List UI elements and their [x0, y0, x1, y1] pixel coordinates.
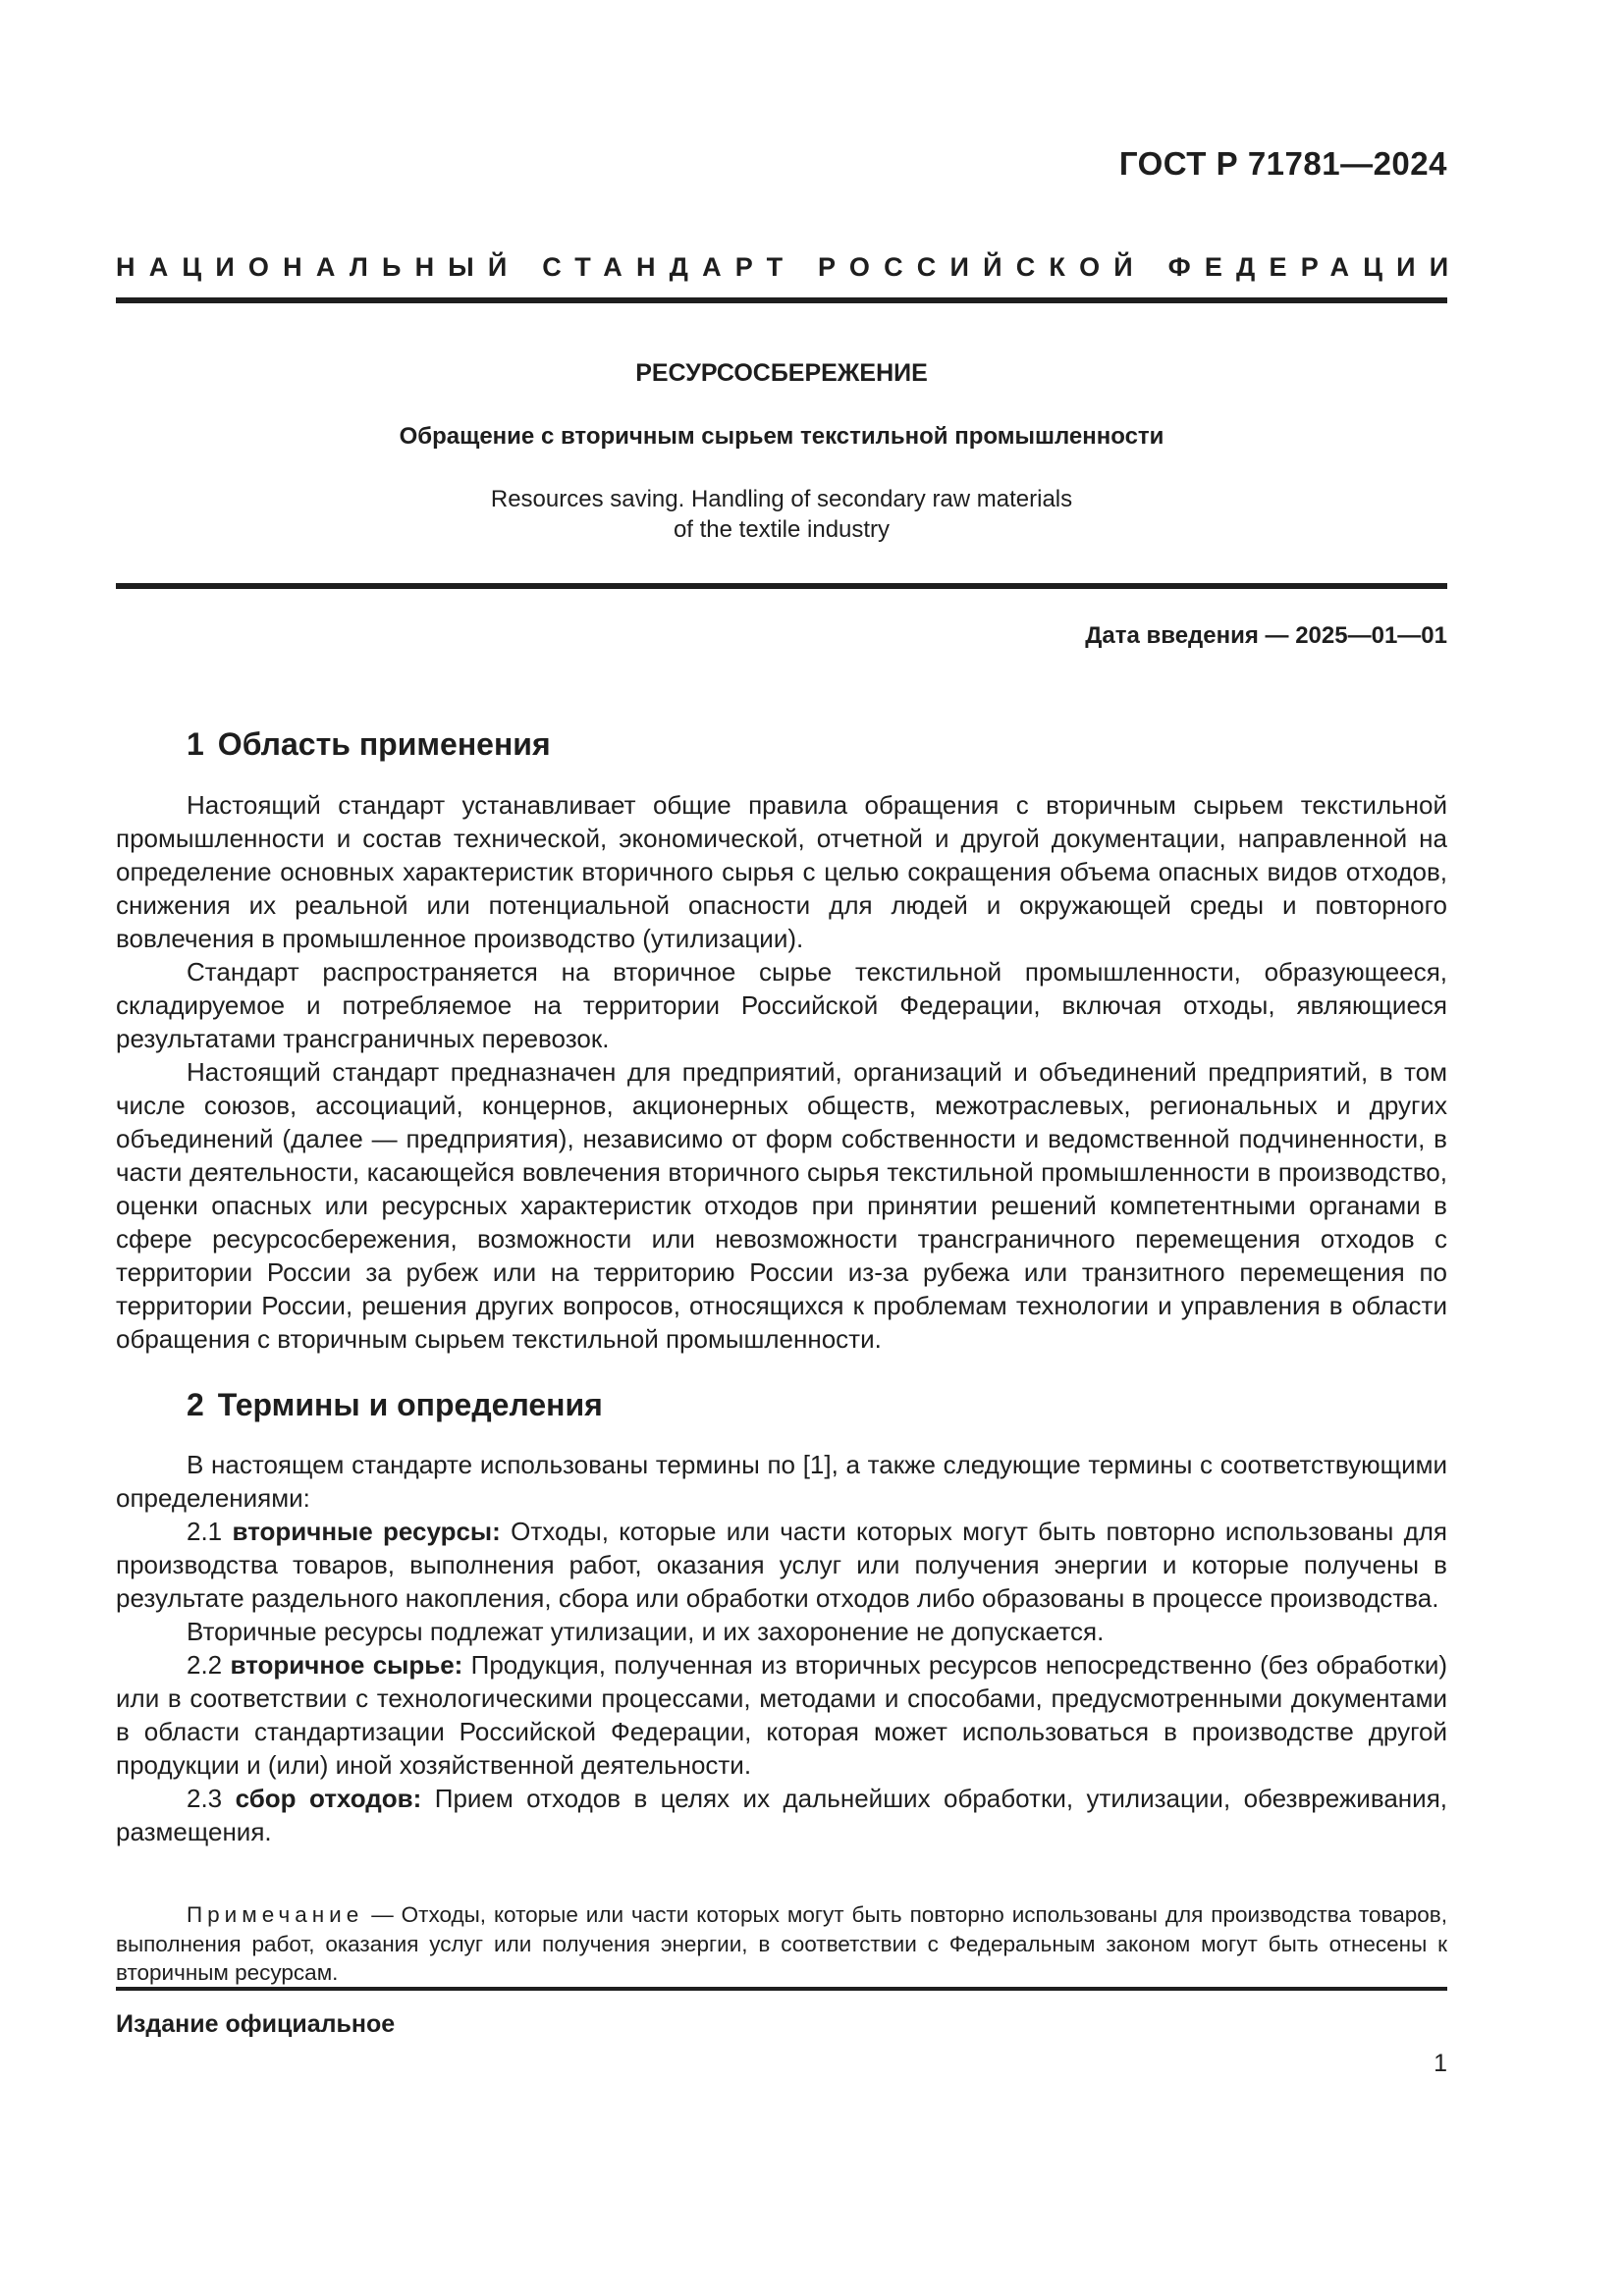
title-divider — [116, 583, 1447, 589]
term-entry — [116, 1648, 1447, 1782]
english-title — [116, 484, 1447, 545]
term-remark: Вторичные ресурсы подлежат утилизации, и их захоронение не допускается. — [187, 1617, 1105, 1646]
note-text: — Отходы, которые или части которых могут быть повторно использованы для производства товаров, выполнения работ, оказания услуг или получения энергии, в соответствии с Федеральным законом могут быть отнесены к вторичным ресурсам. — [116, 1902, 1447, 1985]
term-definition: Прием отходов в целях их дальнейших обработки, утилизации, обезвреживания, размещения. — [116, 1784, 1447, 1846]
edition-label: Издание официальное — [116, 2010, 396, 2038]
section-2-body — [116, 1448, 1447, 1848]
paragraph: Настоящий стандарт предназначен для предприятий, организаций и объединений предприятий, в том числе союзов, ассоциаций, концернов, акционерных обществ, межотраслевых, региональных и других объединений (далее — предприятия), независимо от форм собственности и ведомственной подчиненности, в части деятельности, касающейся вовлечения вторичного сырья текстильной промышленности в производство, оценки опасных или ресурсных характеристик отходов при принятии решений компетентными органами в сфере ресурсосбережения, возможности или невозможности трансграничного перемещения отходов с территории России за рубеж или на территорию России из-за рубежа или транзитного перемещения по территории России, решения других вопросов, относящихся к проблемам технологии и управления в области обращения с вторичным сырьем текстильной промышленности. — [116, 1057, 1447, 1354]
introduction-date: Дата введения — 2025—01—01 — [1085, 622, 1447, 649]
term-number: 2.2 — [187, 1650, 223, 1680]
term-number: 2.1 — [187, 1517, 223, 1546]
page-number: 1 — [1434, 2050, 1447, 2077]
section-2-title: Термины и определения — [217, 1387, 603, 1422]
english-title-line-1: Resources saving. Handling of secondary raw materials — [490, 486, 1073, 512]
note-label: Примечание — [187, 1902, 364, 1927]
term-name: вторичное сырье: — [230, 1650, 463, 1680]
top-divider — [116, 297, 1447, 303]
section-1-number: 1 — [187, 726, 204, 762]
document-title: РЕСУРСОСБЕРЕЖЕНИЕ — [635, 359, 928, 387]
section-1-body — [116, 788, 1447, 1356]
document-subtitle: Обращение с вторичным сырьем текстильной промышленности — [399, 423, 1164, 450]
term-name: сбор отходов: — [235, 1784, 422, 1813]
english-title-line-2: of the textile industry — [673, 516, 891, 543]
term-number: 2.3 — [187, 1784, 223, 1813]
note — [116, 1900, 1447, 1988]
paragraph: Настоящий стандарт устанавливает общие правила обращения с вторичным сырьем текстильной промышленности и состав технической, экономической, отчетной и другой документации, направленной на определение основных характеристик вторичного сырья с целью сокращения объема опасных видов отходов, снижения их реальной или потенциальной опасности для людей и окружающей среды и повторного вовлечения в промышленное производство (утилизации). — [116, 790, 1447, 953]
document-number: ГОСТ Р 71781—2024 — [1118, 145, 1447, 182]
term-definition: Отходы, которые или части которых могут быть повторно использованы для производства товаров, выполнения работ, оказания услуг или получения энергии и которые получены в результате раздельного накопления, сбора или обработки отходов либо образованы в процессе производства. — [116, 1517, 1447, 1613]
term-entry — [116, 1515, 1447, 1615]
paragraph: В настоящем стандарте использованы термины по [1], а также следующие термины с соответствующими определениями: — [116, 1450, 1447, 1513]
national-standard-title: НАЦИОНАЛЬНЫЙ СТАНДАРТ РОССИЙСКОЙ ФЕДЕРАЦИИ — [116, 252, 1463, 282]
section-2-number: 2 — [187, 1387, 204, 1422]
term-definition: Продукция, полученная из вторичных ресурсов непосредственно (без обработки) или в соответствии с технологическими процессами, методами и способами, предусмотренными документами в области стандартизации Российской Федерации, которая может использоваться в производстве другой продукции и (или) иной хозяйственной деятельности. — [116, 1650, 1447, 1780]
section-1-heading — [187, 726, 551, 763]
term-entry — [116, 1782, 1447, 1848]
footer-divider — [116, 1987, 1447, 1991]
section-1-title: Область применения — [217, 726, 551, 762]
term-name: вторичные ресурсы: — [232, 1517, 501, 1546]
paragraph: Стандарт распространяется на вторичное сырье текстильной промышленности, образующееся, складируемое и потребляемое на территории Российской Федерации, включая отходы, являющиеся результатами трансграничных перевозок. — [116, 957, 1447, 1053]
section-2-heading — [187, 1387, 603, 1423]
